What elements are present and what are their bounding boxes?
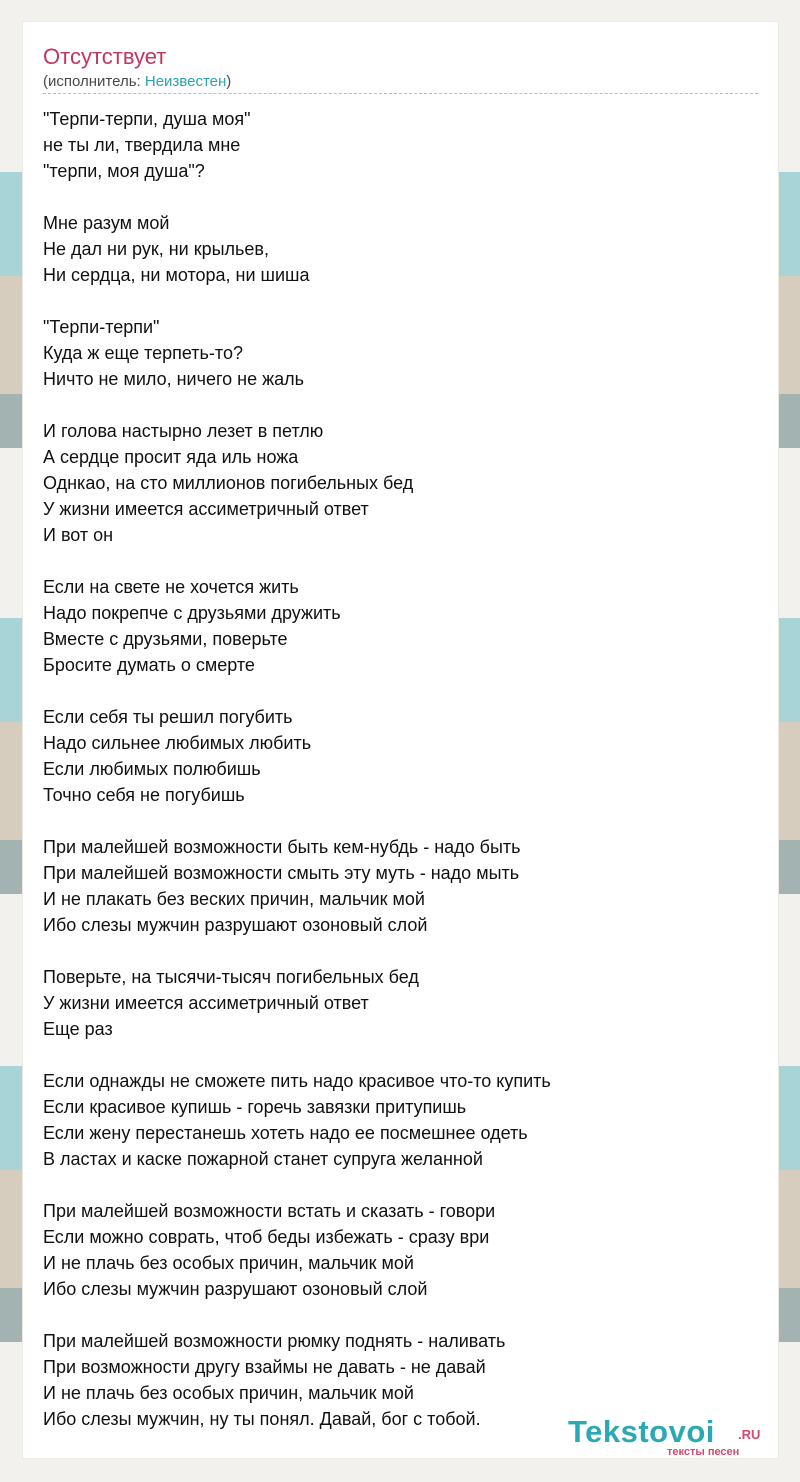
lyric-line: Мне разум мой [43,213,170,233]
lyric-line: При малейшей возможности рюмку поднять - наливать [43,1331,506,1351]
stanza-gap [43,392,758,418]
lyric-line: Надо покрепче с друзьями дружить [43,603,341,623]
lyric-line: Если жену перестанешь хотеть надо ее посмешнее одеть [43,1123,528,1143]
song-title: Отсутствует [43,44,167,69]
site-logo[interactable] [568,1415,773,1457]
lyric-line: Если любимых полюбишь [43,759,261,779]
lyric-line: не ты ли, твердила мне [43,135,241,155]
lyric-line: Точно себя не погубишь [43,785,245,805]
lyric-line: Куда ж еще терпеть-то? [43,343,243,363]
lyric-line: И не плакать без веских причин, мальчик мой [43,889,425,909]
lyric-line: Ибо слезы мужчин, ну ты понял. Давай, бог с тобой. [43,1409,481,1429]
lyric-line: Если можно соврать, чтоб беды избежать - сразу ври [43,1227,490,1247]
stanza-gap [43,1302,758,1328]
lyric-line: Надо сильнее любимых любить [43,733,312,753]
lyric-line: Ибо слезы мужчин разрушают озоновый слой [43,915,428,935]
lyric-line: "терпи, моя душа"? [43,161,205,181]
stanza-gap [43,288,758,314]
lyric-line: Не дал ни рук, ни крыльев, [43,239,269,259]
artist-line [43,73,231,91]
logo-wordmark: Tekstovoi [568,1414,715,1449]
lyric-line: При малейшей возможности быть кем-нубдь - надо быть [43,837,521,857]
lyrics-text [43,106,758,1432]
artist-prefix: (исполнитель: [43,73,145,90]
lyric-line: У жизни имеется ассиметричный ответ [43,499,369,519]
lyric-line: "Терпи-терпи" [43,317,160,337]
lyric-line: Еще раз [43,1019,113,1039]
lyric-line: При малейшей возможности встать и сказать - говори [43,1201,496,1221]
stanza-gap [43,1042,758,1068]
lyric-line: Если однажды не сможете пить надо красивое что-то купить [43,1071,551,1091]
lyric-line: Ничто не мило, ничего не жаль [43,369,305,389]
lyric-line: А сердце просит яда иль ножа [43,447,299,467]
lyric-line: Поверьте, на тысячи-тысяч погибельных бед [43,967,419,987]
logo-domain: .RU [738,1427,761,1442]
stanza-gap [43,678,758,704]
lyric-line: И голова настырно лезет в петлю [43,421,324,441]
lyric-line: У жизни имеется ассиметричный ответ [43,993,369,1013]
stanza-gap [43,938,758,964]
stanza-gap [43,548,758,574]
lyric-line: Ибо слезы мужчин разрушают озоновый слой [43,1279,428,1299]
lyric-line: Однкао, на сто миллионов погибельных бед [43,473,414,493]
lyric-line: "Терпи-терпи, душа моя" [43,109,251,129]
lyric-line: И не плачь без особых причин, мальчик мой [43,1383,414,1403]
title-divider [43,93,758,94]
lyric-line: Бросите думать о смерте [43,655,255,675]
lyric-line: И вот он [43,525,114,545]
stanza-gap [43,184,758,210]
lyric-line: При возможности другу взаймы не давать - не давай [43,1357,486,1377]
artist-suffix: ) [226,73,232,90]
lyric-line: Если красивое купишь - горечь завязки притупишь [43,1097,467,1117]
lyric-line: В ластах и каске пожарной станет супруга желанной [43,1149,483,1169]
lyric-line: Если себя ты решил погубить [43,707,293,727]
artist-link[interactable]: Неизвестен [144,73,227,90]
logo-tagline: тексты песен [667,1446,740,1458]
lyrics-card [23,22,778,1458]
lyric-line: При малейшей возможности смыть эту муть - надо мыть [43,863,520,883]
lyric-line: Вместе с друзьями, поверьте [43,629,288,649]
stanza-gap [43,808,758,834]
lyric-line: Ни сердца, ни мотора, ни шиша [43,265,310,285]
lyric-line: Если на свете не хочется жить [43,577,299,597]
lyric-line: И не плачь без особых причин, мальчик мой [43,1253,414,1273]
stanza-gap [43,1172,758,1198]
